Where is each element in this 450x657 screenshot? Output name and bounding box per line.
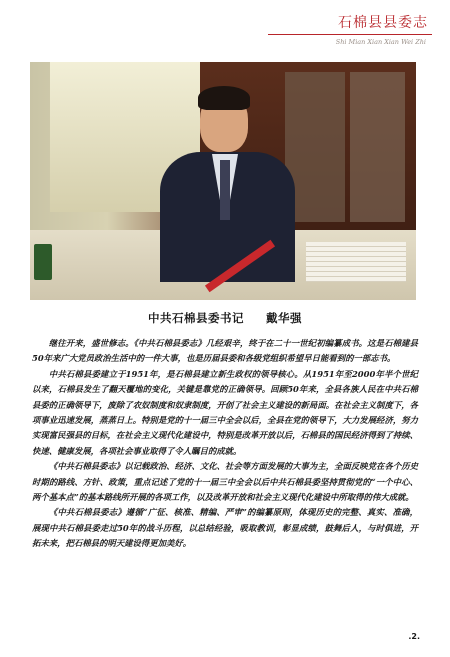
photo-cabinet-glass <box>350 72 405 222</box>
photo-caption <box>0 310 450 326</box>
caption-name: 戴华强 <box>266 311 302 325</box>
header-rule <box>268 34 432 35</box>
paragraph: 继往开来，盛世修志。《中共石棉县委志》几经艰辛，终于在二十一世纪初编纂成书。这是石棉建县50年来广大党员政治生活中的一件大事，也是历届县委和各级党组织希望早日能看到的一部志书。 <box>32 338 418 364</box>
paragraph: 《中共石棉县委志》遵循“广征、核准、精编、严审”的编纂原则，体现历史的完整、真实、准确，展现中共石棉县委走过50年的战斗历程，以总结经验，吸取教训，彰显成绩，鼓舞后人，与时俱进，开拓未来，把石棉县的明天建设得更加美好。 <box>32 507 418 549</box>
paragraph: 《中共石棉县委志》以记载政治、经济、文化、社会等方面发展的大事为主，全面反映党在各个历史时期的路线、方针、政策，重点记述了党的十一届三中全会以后中共石棉县委坚持贯彻党的“一个中心、两个基本点”的基本路线所开展的各项工作，以及改革开放和社会主义现代化建设中所取得的伟大成就。 <box>32 461 418 503</box>
photo-person <box>150 82 300 282</box>
preface-body <box>32 336 418 552</box>
photo-tie <box>220 160 230 220</box>
photo-pen-cup <box>34 244 52 280</box>
photo-hair <box>198 86 250 110</box>
paragraph: 中共石棉县委建立于1951年，是石棉县建立新生政权的领导核心。从1951年至2000年半个世纪以来，石棉县发生了翻天覆地的变化，关键是靠党的正确领导。回顾50年来，全县各族人民在中共石棉县委的正确领导下，废除了农奴制度和奴隶制度，开创了社会主义建设的新局面。在社会主义制度下，各项事业迅速发展，蒸蒸日上。特别是党的十一届三中全会以后，全县在党的领导下，大力发展经济，努力实现富民强县的目标，在社会主义现代化建设中，特别是改革开放以后，石棉县的国民经济得到了持续、快速、健康发展，各项社会事业取得了令人瞩目的成就。 <box>32 368 418 456</box>
portrait-photo <box>30 62 416 300</box>
photo-paper-stack <box>306 242 406 282</box>
header-subtitle: Shi Mian Xian Xian Wei Zhi <box>335 38 426 46</box>
page-number: .2. <box>408 632 420 641</box>
caption-role: 中共石棉县委书记 <box>148 311 244 325</box>
header-title: 石棉县县委志 <box>338 15 428 31</box>
